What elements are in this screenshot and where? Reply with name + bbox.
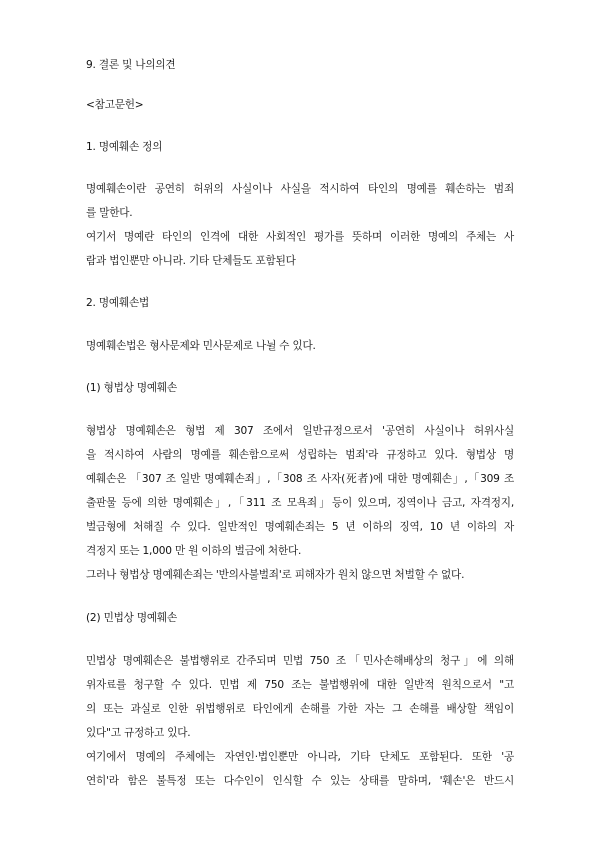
paragraph-line: 형법상 명예훼손은 형법 제 307 조에서 일반규정으로서 '공연히 사실이나 허위사실 [86,425,514,437]
paragraph-line: 위자료를 청구할 수 있다. 민법 제 750 조는 불법행위에 대한 일반적 원칙으로서 "고 [86,679,514,691]
paragraph-line: 을 적시하여 사람의 명예를 훼손함으로써 성립하는 범죄'라 규정하고 있다. 형법상 명 [86,449,514,461]
paragraph-line: 예훼손은 「307 조 일반 명예훼손죄」,「308 조 사자(死者)에 대한 명예훼손」,「309 조 [86,473,514,485]
paragraph-line: 출판물 등에 의한 명예훼손」,「311 조 모욕죄」등이 있으며, 징역이나 금고, 자격정지, [86,497,514,509]
paragraph-line: 연히'라 함은 불특정 또는 다수인이 인식할 수 있는 상태를 말하며, '훼손'은 반드시 [86,775,514,787]
paragraph-line: 민법상 명예훼손은 불법행위로 간주되며 민법 750 조「민사손해배상의 청구」에 의해 [86,655,514,667]
subsection-heading-civil: (2) 민법상 명예훼손 [86,612,177,624]
paragraph-line: 여기에서 명예의 주체에는 자연인·법인뿐만 아니라, 기타 단체도 포함된다. 또한 '공 [86,751,514,763]
section-heading-defamation-law: 2. 명예훼손법 [86,297,150,309]
subsection-heading-criminal: (1) 형법상 명예훼손 [86,382,177,394]
paragraph-line: 격정지 또는 1,000 만 원 이하의 벌금에 처한다. [86,545,302,557]
section-heading-conclusion: 9. 결론 및 나의의견 [86,59,176,71]
section-heading-definition: 1. 명예훼손 정의 [86,141,163,153]
paragraph-line: 람과 법인뿐만 아니라. 기타 단체들도 포함된다 [86,255,296,267]
references-heading: <참고문헌> [86,99,144,111]
paragraph-line: 벌금형에 처해질 수 있다. 일반적인 명예훼손죄는 5 년 이하의 징역, 10 년 이하의 자 [86,521,514,533]
paragraph-line: 명예훼손이란 공연히 허위의 사실이나 사실을 적시하여 타인의 명예를 훼손하는 범죄 [86,183,514,195]
paragraph-line: 있다"고 규정하고 있다. [86,727,191,739]
paragraph-line: 그러나 형법상 명예훼손죄는 '반의사불벌죄'로 피해자가 원치 않으면 처벌할 수 없다. [86,569,465,581]
paragraph-line: 여기서 명예란 타인의 인격에 대한 사회적인 평가를 뜻하며 이러한 명예의 주체는 사 [86,231,514,243]
paragraph-line: 명예훼손법은 형사문제와 민사문제로 나뉠 수 있다. [86,340,316,352]
paragraph-line: 의 또는 과실로 인한 위법행위로 타인에게 손해를 가한 자는 그 손해를 배상할 책임이 [86,703,514,715]
paragraph-line: 를 말한다. [86,207,133,219]
